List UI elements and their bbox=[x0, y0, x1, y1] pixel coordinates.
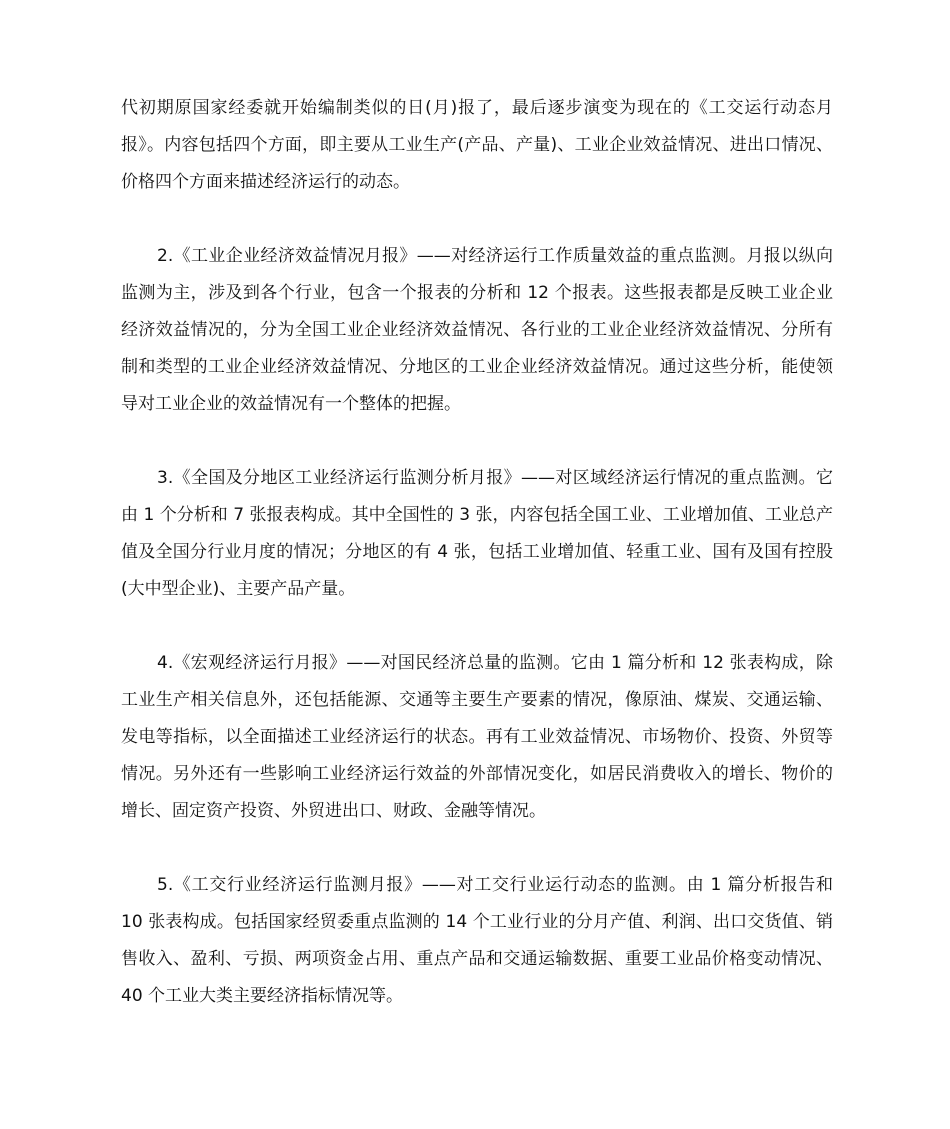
paragraph-item-2: 2.《工业企业经济效益情况月报》——对经济运行工作质量效益的重点监测。月报以纵向监测为主，涉及到各个行业，包含一个报表的分析和 12 个报表。这些报表都是反映工业企业经济效益情况的，分为全国工业企业经济效益情况、各行业的工业企业经济效益情况、分所有制和类型的工业企业经济效益情况、分地区的工业企业经济效益情况。通过这些分析，能使领导对工业企业的效益情况有一个整体的把握。 bbox=[121, 246, 833, 414]
paragraph-item-5: 5.《工交行业经济运行监测月报》——对工交行业运行动态的监测。由 1 篇分析报告和 10 张表构成。包括国家经贸委重点监测的 14 个工业行业的分月产值、利润、出口交货值、销售收入、盈利、亏损、两项资金占用、重点产品和交通运输数据、重要工业品价格变动情况、40 个工业大类主要经济指标情况等。 bbox=[121, 875, 833, 1006]
paragraph-continuation: 代初期原国家经委就开始编制类似的日(月)报了，最后逐步演变为现在的《工交运行动态月报》。内容包括四个方面，即主要从工业生产(产品、产量)、工业企业效益情况、进出口情况、价格四个方面来描述经济运行的动态。 bbox=[121, 98, 833, 192]
paragraph-item-4: 4.《宏观经济运行月报》——对国民经济总量的监测。它由 1 篇分析和 12 张表构成，除工业生产相关信息外，还包括能源、交通等主要生产要素的情况，像原油、煤炭、交通运输、发电等指标，以全面描述工业经济运行的状态。再有工业效益情况、市场物价、投资、外贸等情况。另外还有一些影响工业经济运行效益的外部情况变化，如居民消费收入的增长、物价的增长、固定资产投资、外贸进出口、财政、金融等情况。 bbox=[121, 653, 833, 821]
document-body bbox=[121, 90, 833, 1052]
paragraph-item-3: 3.《全国及分地区工业经济运行监测分析月报》——对区域经济运行情况的重点监测。它由 1 个分析和 7 张报表构成。其中全国性的 3 张，内容包括全国工业、工业增加值、工业总产值及全国分行业月度的情况；分地区的有 4 张，包括工业增加值、轻重工业、国有及国有控股(大中型企业)、主要产品产量。 bbox=[121, 468, 833, 599]
